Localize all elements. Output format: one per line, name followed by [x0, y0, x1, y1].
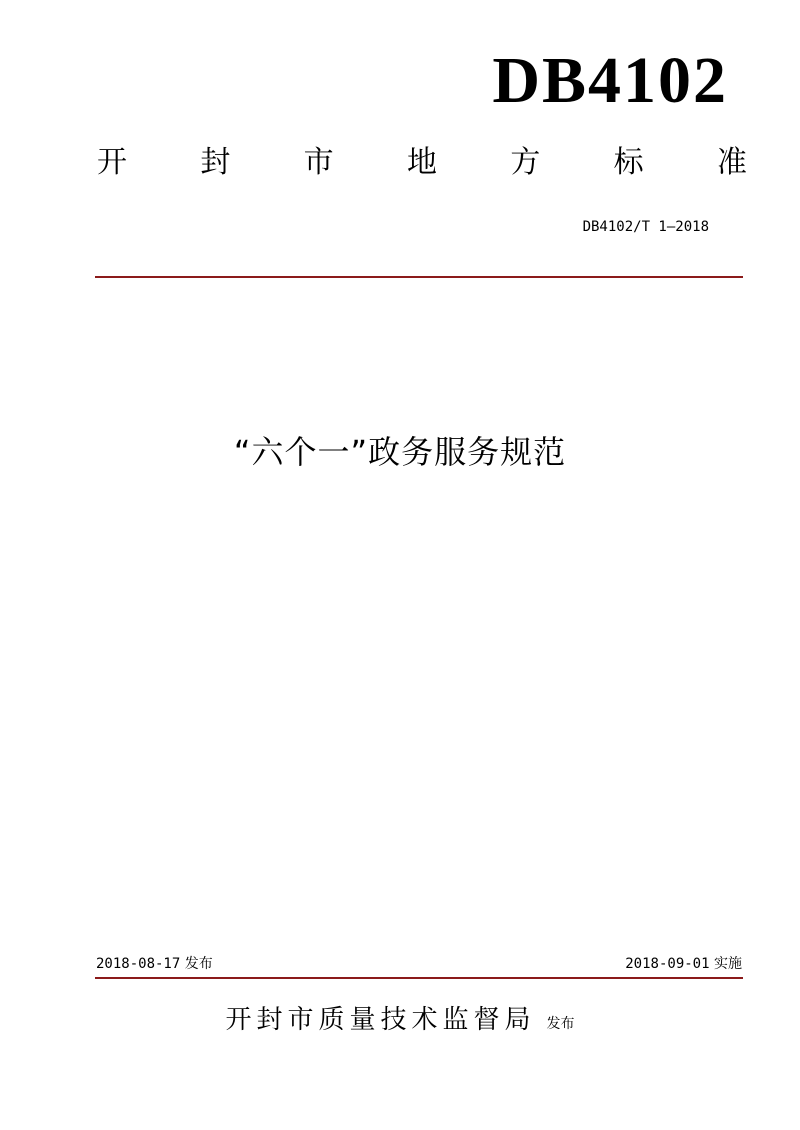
title-char: 封: [200, 145, 231, 180]
publish-date-line: [96, 957, 213, 971]
bottom-divider: [95, 977, 743, 979]
title-char: 开: [97, 145, 127, 180]
title-char: 标: [613, 145, 644, 180]
implement-label: 实施: [714, 956, 742, 972]
issuer-line: [0, 1007, 800, 1033]
publish-date: 2018-08-17: [96, 956, 181, 972]
issuer-name: 开封市质量技术监督局: [225, 1005, 536, 1035]
implement-date: 2018-09-01: [625, 956, 710, 972]
title-char: 地: [406, 145, 437, 180]
issuer-suffix: 发布: [546, 1016, 575, 1032]
standard-number: DB4102/T 1—2018: [582, 219, 709, 235]
document-title: “六个一”政务服务规范: [233, 433, 567, 471]
standard-code: DB4102: [492, 44, 728, 117]
publish-label: 发布: [184, 956, 213, 972]
title-char: 方: [510, 145, 541, 180]
title-char: 市: [303, 145, 334, 180]
top-divider: [95, 276, 743, 278]
standard-type-title: [97, 145, 747, 180]
title-char: 准: [716, 145, 747, 180]
implement-date-line: [625, 957, 742, 971]
